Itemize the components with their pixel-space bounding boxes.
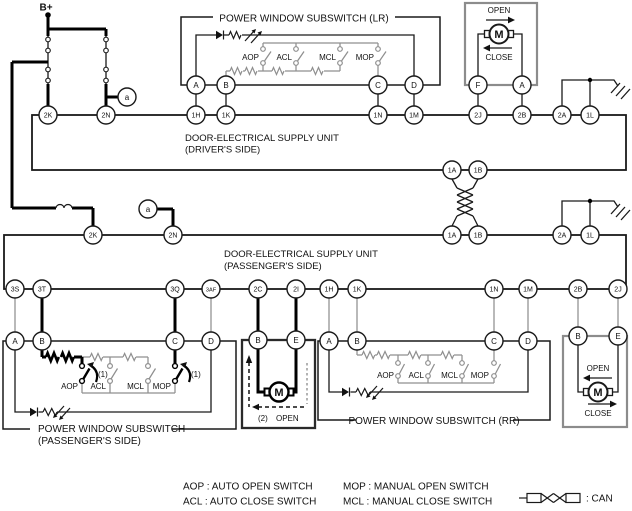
passenger-unit-name: DOOR-ELECTRICAL SUPPLY UNIT — [224, 249, 378, 260]
terminal-label: E — [293, 336, 299, 345]
connector-label: 1H — [191, 112, 201, 120]
terminal-label: B — [223, 81, 229, 90]
fuse-coil-icon — [46, 67, 51, 72]
passenger-unit-name-2: (PASSENGER'S SIDE) — [224, 261, 322, 272]
close-label: CLOSE — [584, 409, 612, 418]
connector-label: 1N — [373, 112, 383, 120]
terminal-label: F — [475, 81, 481, 90]
can-symbol-bar — [566, 494, 580, 503]
junction-dot — [588, 199, 592, 203]
legend-acl: ACL : AUTO CLOSE SWITCH — [183, 496, 317, 508]
junction-dot — [588, 78, 592, 82]
resistor-icon — [229, 32, 241, 39]
terminal-label: D — [525, 337, 531, 346]
splice-label: a — [145, 205, 151, 214]
led-icon — [245, 31, 260, 43]
terminal-label: B — [255, 336, 261, 345]
connector-label: 2B — [573, 286, 583, 294]
ground-icon — [611, 204, 630, 220]
diode-icon — [342, 388, 349, 396]
connector-label: 2K — [88, 232, 98, 240]
legend-can-label: : CAN — [586, 493, 613, 505]
close-arrow-icon — [610, 401, 617, 408]
connector-label: 1L — [586, 112, 594, 120]
connector-label: 3T — [37, 286, 47, 294]
switch-label: MOP — [152, 382, 171, 391]
open-label: OPEN — [276, 414, 299, 423]
step-1-label: (1) — [191, 370, 201, 379]
subswitch-lr-box — [181, 17, 440, 85]
connector-label: 1K — [221, 112, 231, 120]
step-1-label: (1) — [98, 370, 108, 379]
open-label: OPEN — [487, 6, 511, 15]
terminal-label: D — [411, 81, 417, 90]
connector-label: 3AF — [205, 287, 217, 294]
connector-label: 2N — [168, 232, 178, 240]
motors — [265, 25, 613, 402]
splice-label: a — [124, 93, 130, 102]
connector-label: 1M — [409, 112, 419, 120]
terminal-label: E — [615, 332, 621, 341]
close-arrow-icon — [483, 45, 490, 52]
switch-label: MCL — [319, 53, 336, 62]
resistor-icon — [441, 352, 454, 359]
connector-label: 2C — [253, 286, 263, 294]
connector-label: 2N — [101, 112, 111, 120]
terminal-label: A — [519, 81, 525, 90]
fuse-coil-icon — [104, 78, 109, 83]
connector-label: 1A — [447, 167, 457, 175]
diode-icon — [216, 31, 223, 39]
terminal-label: A — [12, 337, 18, 346]
switch-label: ACL — [408, 371, 424, 380]
terminal-label: D — [208, 337, 214, 346]
subswitch-passenger-title: POWER WINDOW SUBSWITCH — [38, 424, 186, 435]
labels — [11, 3, 622, 508]
fuse-coil-icon — [46, 37, 51, 42]
connector-label: 2J — [614, 286, 622, 294]
connector-label: 1H — [324, 286, 334, 294]
open-arrow-icon — [508, 17, 515, 24]
switch-label: ACL — [276, 53, 292, 62]
terminal-label: C — [491, 337, 497, 346]
connector-label: 1L — [586, 232, 594, 240]
fuse-coil-icon — [104, 67, 109, 72]
ground-icon — [611, 83, 630, 99]
close-label: CLOSE — [485, 53, 513, 62]
switch-label: AOP — [61, 382, 78, 391]
terminal-label: B — [354, 337, 360, 346]
legend-aop: AOP : AUTO OPEN SWITCH — [183, 481, 313, 493]
fuse-coil-icon — [46, 78, 51, 83]
terminal-label: C — [375, 81, 381, 90]
connector-label: 1N — [489, 286, 499, 294]
open-label: OPEN — [586, 364, 610, 373]
terminal-label: C — [172, 337, 178, 346]
terminal-label: B — [39, 337, 45, 346]
resistor-icon — [408, 352, 421, 359]
resistor-icon — [46, 353, 59, 361]
connector-label: 2I — [293, 286, 299, 294]
subswitch-lr-title: POWER WINDOW SUBSWITCH (LR) — [219, 13, 389, 25]
fuse-coil-icon — [46, 48, 51, 53]
step-2-label: (2) — [258, 414, 268, 423]
resistor-icon — [61, 353, 74, 361]
switch-label: MOP — [470, 371, 489, 380]
diode-icon — [30, 408, 37, 416]
open-arrow-icon — [583, 375, 590, 382]
resistor-icon — [123, 354, 136, 361]
connector-label: 1A — [447, 232, 457, 240]
can-twisted-pair-icon — [541, 494, 566, 503]
switch-label: ACL — [90, 382, 106, 391]
fuse-coil-icon — [104, 37, 109, 42]
legend-mop: MOP : MANUAL OPEN SWITCH — [343, 481, 489, 493]
flow-arrow-up-icon — [246, 355, 252, 363]
connector-label: 1K — [352, 286, 362, 294]
motor-label: M — [494, 29, 504, 41]
switch-label: MCL — [441, 371, 458, 380]
switch-label: AOP — [242, 53, 259, 62]
subswitch-rr-title: POWER WINDOW SUBSWITCH (RR) — [348, 416, 520, 427]
connector-label: 2J — [474, 112, 482, 120]
switch-motion-arrow-icon — [90, 365, 97, 382]
subswitch-passenger-title-2: (PASSENGER'S SIDE) — [38, 436, 141, 447]
connector-label: 3S — [10, 286, 20, 294]
connector-label: 2A — [557, 232, 567, 240]
driver-unit-name: DOOR-ELECTRICAL SUPPLY UNIT — [185, 133, 339, 144]
switch-label: AOP — [377, 371, 394, 380]
connector-label: 1M — [523, 286, 533, 294]
connector-label: 1B — [473, 232, 483, 240]
switch-motion-arrow-icon — [183, 365, 190, 382]
resistor-icon — [362, 352, 375, 359]
subswitch-rr-box — [318, 341, 550, 420]
resistor-icon — [377, 352, 390, 359]
resistor-icon — [230, 68, 242, 75]
fusible-link-icon — [56, 205, 72, 209]
connectors — [6, 76, 627, 350]
terminal-label: B — [575, 332, 581, 341]
flow-arrow-left-icon — [252, 404, 259, 410]
switch-label: MCL — [127, 382, 144, 391]
resistor-icon — [311, 68, 323, 75]
component-boxes — [3, 3, 627, 429]
fuse-coil-icon — [104, 48, 109, 53]
terminal-label: A — [193, 81, 199, 90]
motor-label: M — [274, 387, 284, 399]
connector-label: 2A — [557, 112, 567, 120]
terminal-label: A — [326, 337, 332, 346]
connector-label: 2B — [517, 112, 527, 120]
resistor-icon — [272, 68, 284, 75]
connector-label: 2K — [43, 112, 53, 120]
connector-label: 1B — [473, 167, 483, 175]
resistor-icon — [90, 354, 103, 361]
battery-positive-label: B+ — [39, 2, 53, 14]
motor-label: M — [593, 387, 603, 399]
legend-mcl: MCL : MANUAL CLOSE SWITCH — [343, 496, 493, 508]
can-symbol-bar — [527, 494, 541, 503]
connector-label: 3Q — [170, 286, 180, 294]
switch-label: MOP — [355, 53, 374, 62]
driver-unit-name-2: (DRIVER'S SIDE) — [185, 144, 261, 156]
resistor-icon — [245, 68, 257, 75]
